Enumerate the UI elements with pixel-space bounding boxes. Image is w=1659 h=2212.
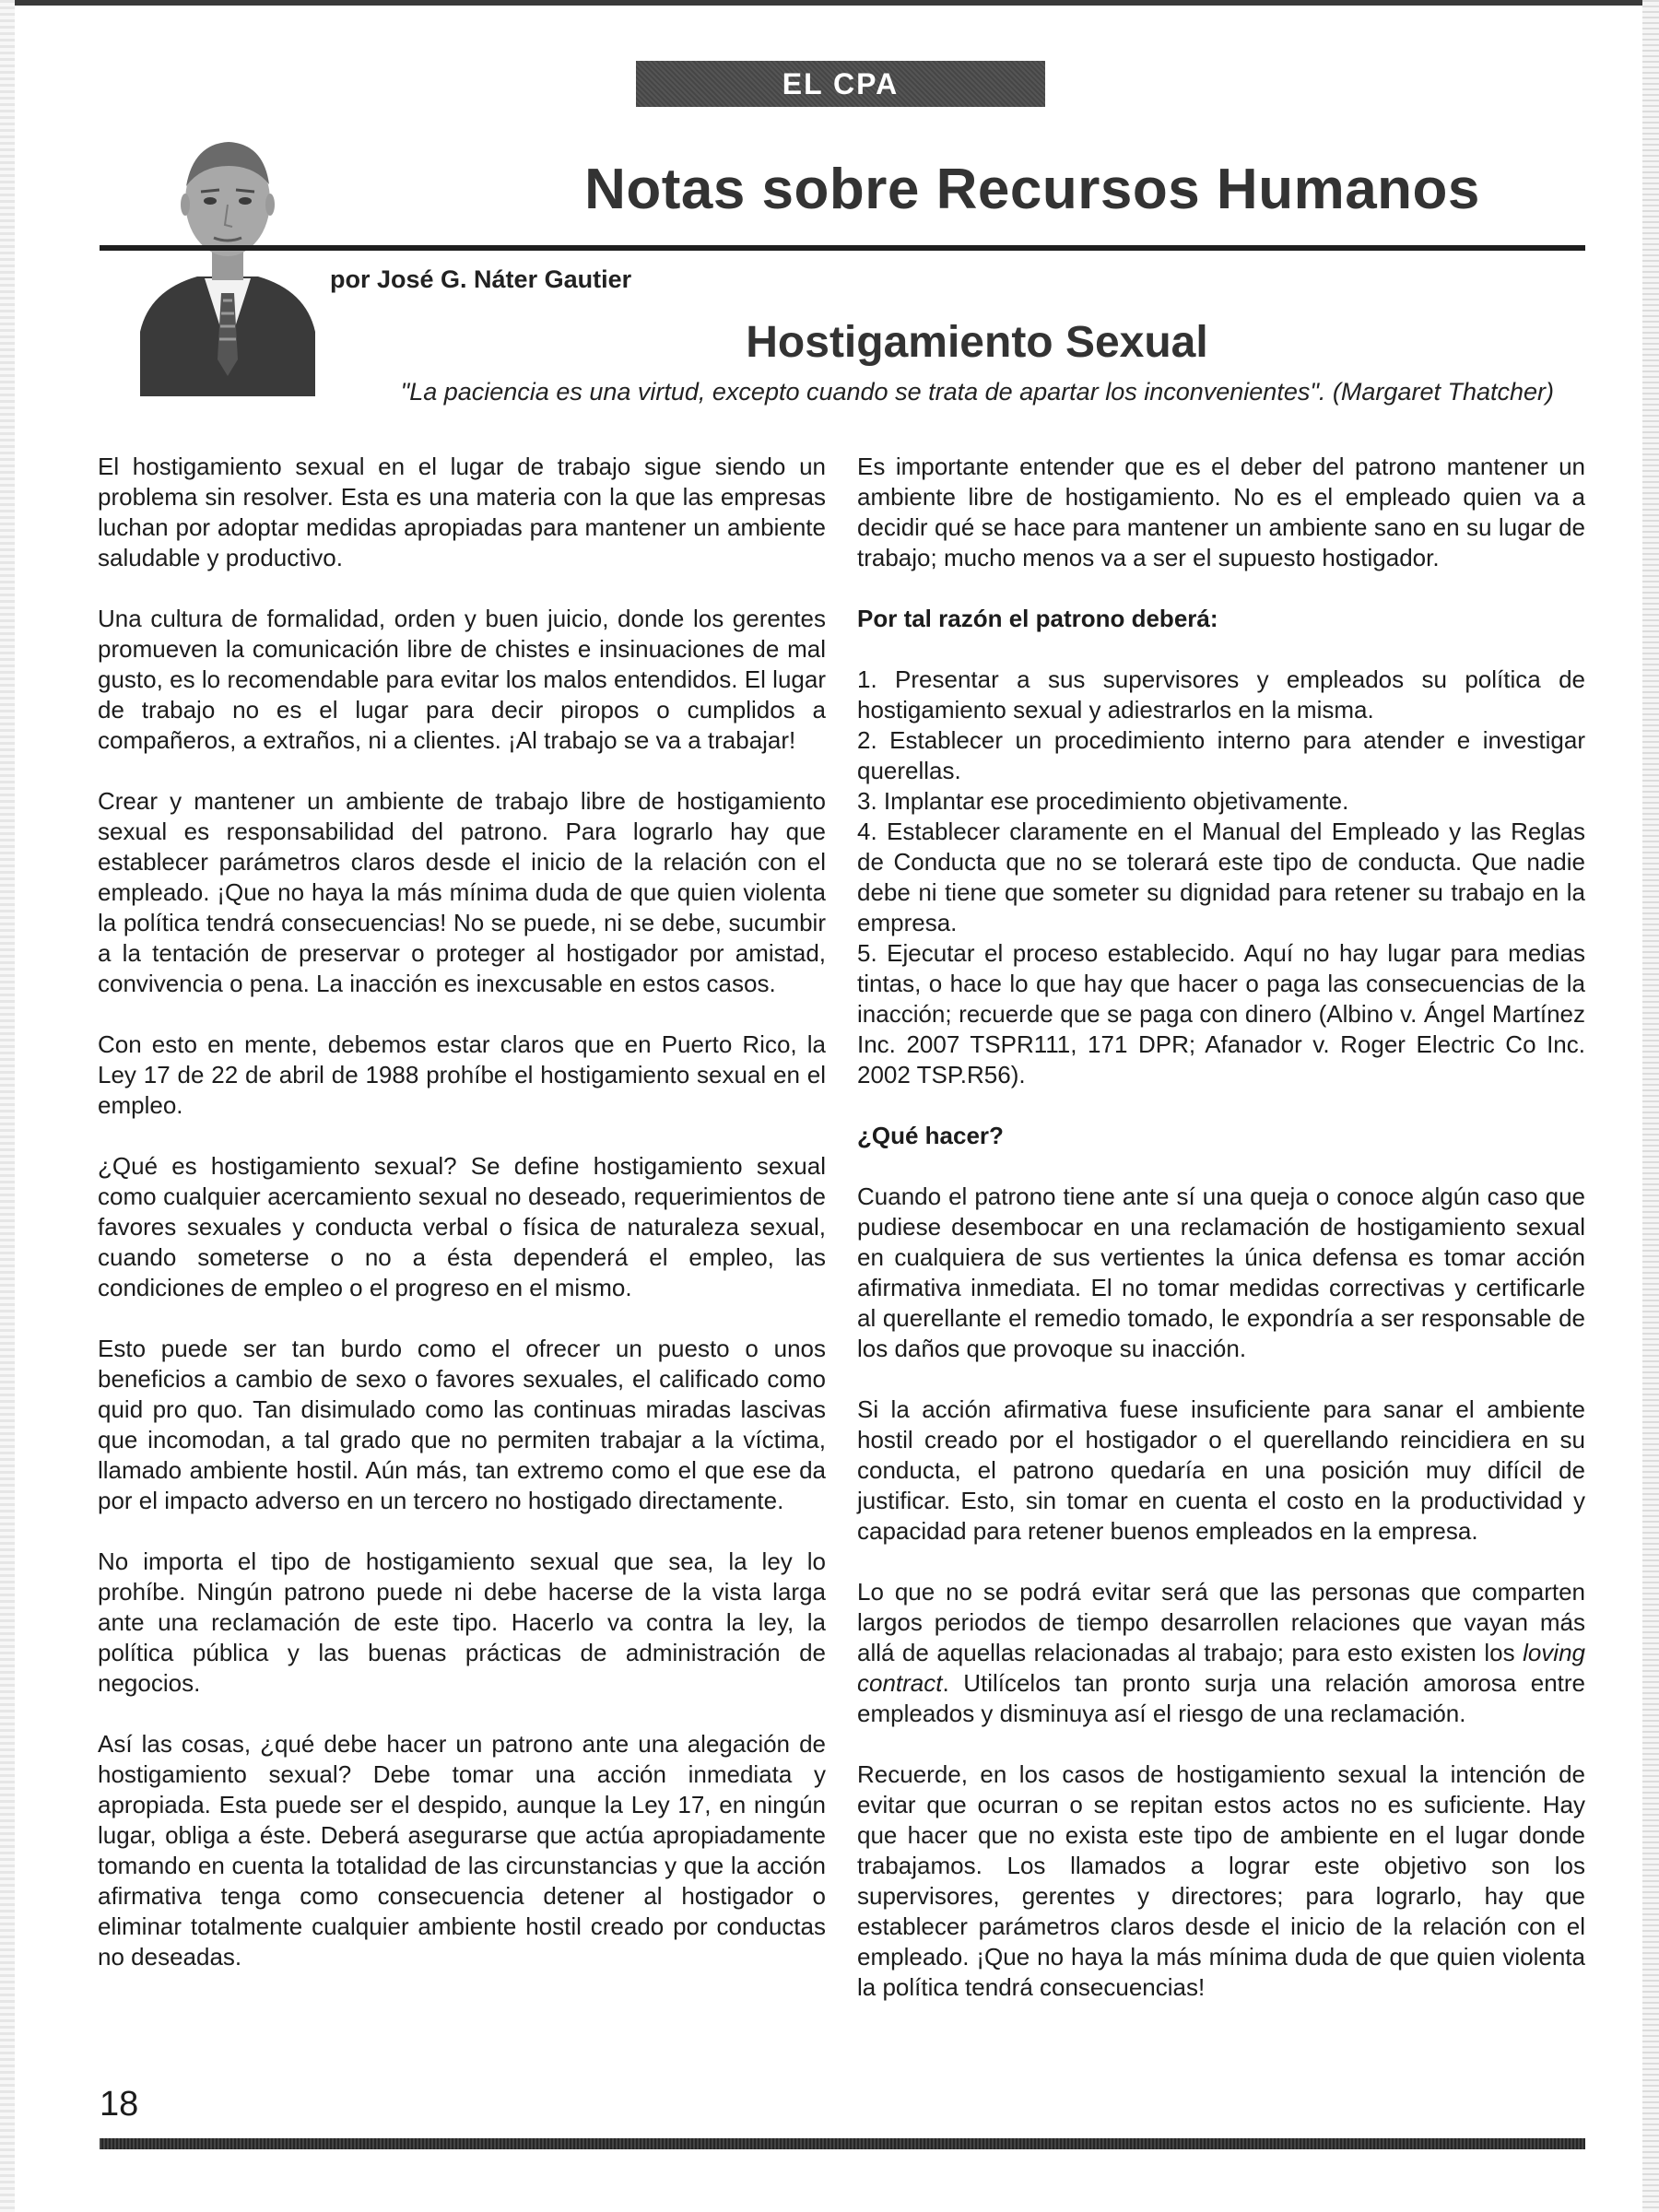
left-paragraph-2: Una cultura de formalidad, orden y buen juicio, donde los gerentes promueven la comunicación libre de chistes e insinuaciones de mal gusto, es lo recomendable para evitar los malos entendidos. El lugar de trabajo no es el lugar para decir piropos o cumplidos a compañeros, a extraños, ni a clientes. ¡Al trabajo se va a trabajar! [98,605,826,754]
right-paragraph-2: Si la acción afirmativa fuese insuficiente para sanar el ambiente hostil creado por el hostigador o el querellando reincidiera en su conducta, el patrono quedaría en una posición muy difícil de justificar. Esto, sin tomar en cuenta el costo en la productividad y capacidad para retener buenos empleados en la empresa. [857,1395,1585,1545]
right-intro-paragraph: Es importante entender que es el deber del patrono mantener un ambiente libre de hostigamiento. No es el empleado quien va a decidir qué se hace para mantener un ambiente sano en su lugar de trabajo; mucho menos va a ser el supuesto hostigador. [857,453,1585,571]
left-column [98,452,826,2003]
left-paragraph-8: Así las cosas, ¿qué debe hacer un patrono ante una alegación de hostigamiento sexual? Debe tomar una acción inmediata y apropiada. Esta puede ser el despido, aunque la Ley 17, en ningún lugar, obliga a éste. Deberá asegurarse que actúa apropiadamente tomando en cuenta la totalidad de las circunstancias y que la acción afirmativa tenga como consecuencia detener al hostigador o eliminar totalmente cualquier ambiente hostil creado por conductas no deseadas. [98,1730,826,1971]
duty-item-1: 1. Presentar a sus supervisores y empleados su política de hostigamiento sexual y adiestrarlos en la misma. [857,665,1585,724]
right-paragraph-3-start: Lo que no se podrá evitar será que las personas que comparten largos periodos de tiempo desarrollen relaciones que vayan más allá de aquellas relacionadas al trabajo; para esto existen los [857,1578,1585,1666]
scan-edge-left [0,0,15,2212]
section-label: EL CPA [636,61,1045,107]
left-paragraph-5: ¿Qué es hostigamiento sexual? Se define hostigamiento sexual como cualquier acercamiento sexual no deseado, requerimientos de favores sexuales y conducta verbal o física de naturaleza sexual, cuando someterse o no a ésta dependerá el empleo, las condiciones de empleo o el progreso en el mismo. [98,1152,826,1301]
footer-rule [100,2138,1585,2149]
left-paragraph-4: Con esto en mente, debemos estar claros que en Puerto Rico, la Ley 17 de 22 de abril de 1988 prohíbe el hostigamiento sexual en el empleo. [98,1030,826,1119]
author-byline: por José G. Náter Gautier [330,265,632,293]
scan-edge-right [1642,0,1659,2212]
epigraph-quote: "La paciencia es una virtud, excepto cuando se trata de apartar los inconvenientes". (Margaret Thatcher) [400,378,1554,406]
article-title: Hostigamiento Sexual [746,318,1208,367]
scan-edge-top [0,0,1659,6]
right-paragraph-3-end: . Utilícelos tan pronto surja una relación amorosa entre empleados y disminuya así el riesgo de una reclamación. [857,1669,1585,1727]
duty-item-4: 4. Establecer claramente en el Manual del Empleado y las Reglas de Conducta que no se tolerará este tipo de conducta. Que nadie debe ni tiene que someter su dignidad para retener su trabajo en la empresa. [857,818,1585,936]
duty-item-5: 5. Ejecutar el proceso establecido. Aquí no hay lugar para medias tintas, o hace lo que hay que hacer o paga las consecuencias de la inacción; recuerde que se paga con dinero (Albino v. Ángel Martínez Inc. 2007 TSPR111, 171 DPR; Afanador v. Roger Electric Co Inc. 2002 TSP.R56). [857,939,1585,1088]
what-to-do-heading: ¿Qué hacer? [857,1122,1004,1149]
right-column [857,452,1585,2033]
duty-item-2: 2. Establecer un procedimiento interno para atender e investigar querellas. [857,726,1585,784]
what-to-do-paragraph: Cuando el patrono tiene ante sí una queja o conoce algún caso que pudiese desembocar en una reclamación de hostigamiento sexual en cualquiera de sus vertientes la única defensa es tomar acción afirmativa inmediata. El no tomar medidas correctivas y certificarle al querellante el remedio tomado, le expondría a ser responsable de los daños que provoque su inacción. [857,1182,1585,1362]
author-photo [140,129,315,396]
left-paragraph-3: Crear y mantener un ambiente de trabajo libre de hostigamiento sexual es responsabilidad del patrono. Para lograrlo hay que establecer parámetros claros desde el inicio de la relación con el empleado. ¡Que no haya la más mínima duda de que quien violenta la política tendrá consecuencias! No se puede, ni se debe, sucumbir a la tentación de preservar o proteger al hostigador por amistad, convivencia o pena. La inacción es inexcusable en estos casos. [98,787,826,997]
left-paragraph-6: Esto puede ser tan burdo como el ofrecer un puesto o unos beneficios a cambio de sexo o favores sexuales, el calificado como quid pro quo. Tan disimulado como las continuas miradas lascivas que incomodan, a tal grado que no permiten trabajar a la víctima, llamado ambiente hostil. Aún más, tan extremo como el que ese da por el impacto adverso en un tercero no hostigado directamente. [98,1335,826,1514]
duties-heading: Por tal razón el patrono deberá: [857,605,1218,632]
left-paragraph-1: El hostigamiento sexual en el lugar de trabajo sigue siendo un problema sin resolver. Esta es una materia con la que las empresas luchan por adoptar medidas apropiadas para mantener un ambiente saludable y productivo. [98,453,826,571]
left-paragraph-7: No importa el tipo de hostigamiento sexual que sea, la ley lo prohíbe. Ningún patrono puede ni debe hacerse de la vista larga ante una reclamación de este tipo. Hacerlo va contra la ley, la política pública y las buenas prácticas de administración de negocios. [98,1547,826,1697]
page-number: 18 [100,2085,139,2124]
header-rule [100,245,1585,251]
right-paragraph-3 [857,1577,1585,1729]
column-header-title: Notas sobre Recursos Humanos [584,158,1480,221]
loving-contract-term: loving contract [857,1639,1585,1697]
duty-item-3: 3. Implantar ese procedimiento objetivamente. [857,787,1349,815]
duties-list [857,665,1585,1090]
right-paragraph-4: Recuerde, en los casos de hostigamiento sexual la intención de evitar que ocurran o se repitan estos actos no es suficiente. Hay que hacer que no exista este tipo de ambiente en el lugar donde trabajamos. Los llamados a lograr este objetivo son los supervisores, gerentes y directores; para lograrlo, hay que establecer parámetros claros desde el inicio de la relación con el empleado. ¡Que no haya la más mínima duda de que quien violenta la política tendrá consecuencias! [857,1760,1585,2001]
